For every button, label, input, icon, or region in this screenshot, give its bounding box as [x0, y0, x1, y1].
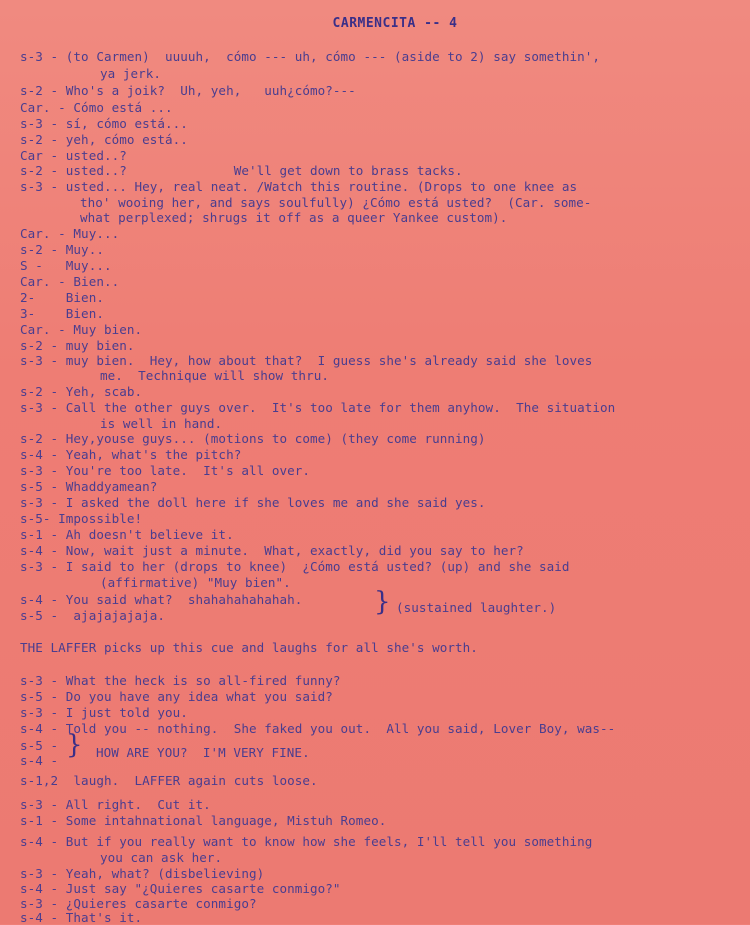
- script-line: Car. - Muy...: [20, 226, 120, 241]
- script-line: ya jerk.: [100, 66, 162, 81]
- script-line: Car. - Cómo está ...: [20, 100, 173, 115]
- script-line: s-3 - I said to her (drops to knee) ¿Cómo está usted? (up) and she said: [20, 559, 570, 574]
- script-line: s-2 - usted..? We'll get down to brass tacks.: [20, 163, 463, 178]
- script-line: s-3 - Call the other guys over. It's too late for them anyhow. The situation: [20, 400, 616, 415]
- script-line: s-2 - Yeh, scab.: [20, 384, 143, 399]
- brace-glyph: }: [374, 587, 391, 617]
- script-line: s-3 - (to Carmen) uuuuh, cómo --- uh, cómo --- (aside to 2) say somethin',: [20, 49, 601, 64]
- script-line: 3- Bien.: [20, 306, 104, 321]
- stage-direction: THE LAFFER picks up this cue and laughs for all she's worth.: [20, 640, 478, 655]
- script-line: s-4 - But if you really want to know how she feels, I'll tell you something: [20, 834, 593, 849]
- script-line: is well in hand.: [100, 416, 223, 431]
- script-line: S - Muy...: [20, 258, 112, 273]
- script-line: me. Technique will show thru.: [100, 368, 329, 383]
- script-line: s-3 - sí, cómo está...: [20, 116, 188, 131]
- script-line: Car. - Muy bien.: [20, 322, 143, 337]
- script-line: s-1,2 laugh. LAFFER again cuts loose.: [20, 773, 318, 788]
- script-line: s-3 - I asked the doll here if she loves me and she said yes.: [20, 495, 486, 510]
- script-line: s-3 - I just told you.: [20, 705, 188, 720]
- script-line: 2- Bien.: [20, 290, 104, 305]
- script-line: (affirmative) "Muy bien".: [100, 575, 291, 590]
- script-line: s-4 - Told you -- nothing. She faked you out. All you said, Lover Boy, was--: [20, 721, 616, 736]
- script-line: s-4 - That's it.: [20, 910, 143, 925]
- script-line: s-2 - muy bien.: [20, 338, 135, 353]
- script-line: s-2 - Who's a joik? Uh, yeh, uuh¿cómo?---: [20, 83, 356, 98]
- script-line: s-4 - Yeah, what's the pitch?: [20, 447, 242, 462]
- script-line: s-3 - ¿Quieres casarte conmigo?: [20, 896, 257, 911]
- script-line: s-3 - Yeah, what? (disbelieving): [20, 866, 265, 881]
- brace-glyph: }: [66, 730, 83, 760]
- script-line: s-1 - Ah doesn't believe it.: [20, 527, 234, 542]
- script-line: s-5 - ajajajajaja.: [20, 608, 166, 623]
- script-line: HOW ARE YOU? I'M VERY FINE.: [96, 745, 310, 760]
- script-line: Car. - Bien..: [20, 274, 120, 289]
- script-line: s-3 - What the heck is so all-fired funny?: [20, 673, 341, 688]
- script-line: tho' wooing her, and says soulfully) ¿Cómo está usted? (Car. some-: [80, 195, 592, 210]
- script-line: s-2 - Muy..: [20, 242, 104, 257]
- script-line: s-3 - muy bien. Hey, how about that? I guess she's already said she loves: [20, 353, 593, 368]
- script-line: s-2 - yeh, cómo está..: [20, 132, 188, 147]
- script-line: s-4 - Just say "¿Quieres casarte conmigo?": [20, 881, 341, 896]
- script-line: s-5- Impossible!: [20, 511, 143, 526]
- script-line: s-3 - usted... Hey, real neat. /Watch this routine. (Drops to one knee as: [20, 179, 578, 194]
- script-line: s-4 - Now, wait just a minute. What, exactly, did you say to her?: [20, 543, 524, 558]
- page-title: CARMENCITA -- 4: [332, 16, 458, 31]
- script-line: s-5 - Do you have any idea what you said?: [20, 689, 333, 704]
- script-line: s-1 - Some intahnational language, Mistuh Romeo.: [20, 813, 387, 828]
- script-line: s-2 - Hey,youse guys... (motions to come) (they come running): [20, 431, 486, 446]
- script-line: s-4 -: [20, 753, 59, 768]
- script-line: s-5 - Whaddyamean?: [20, 479, 158, 494]
- script-line: s-5 -: [20, 738, 59, 753]
- script-line: s-3 - All right. Cut it.: [20, 797, 211, 812]
- script-line: what perplexed; shrugs it off as a queer Yankee custom).: [80, 210, 508, 225]
- script-line: s-4 - You said what? shahahahahahah.: [20, 592, 303, 607]
- stage-direction: (sustained laughter.): [396, 600, 557, 615]
- script-line: s-3 - You're too late. It's all over.: [20, 463, 311, 478]
- script-line: you can ask her.: [100, 850, 223, 865]
- script-line: Car - usted..?: [20, 148, 127, 163]
